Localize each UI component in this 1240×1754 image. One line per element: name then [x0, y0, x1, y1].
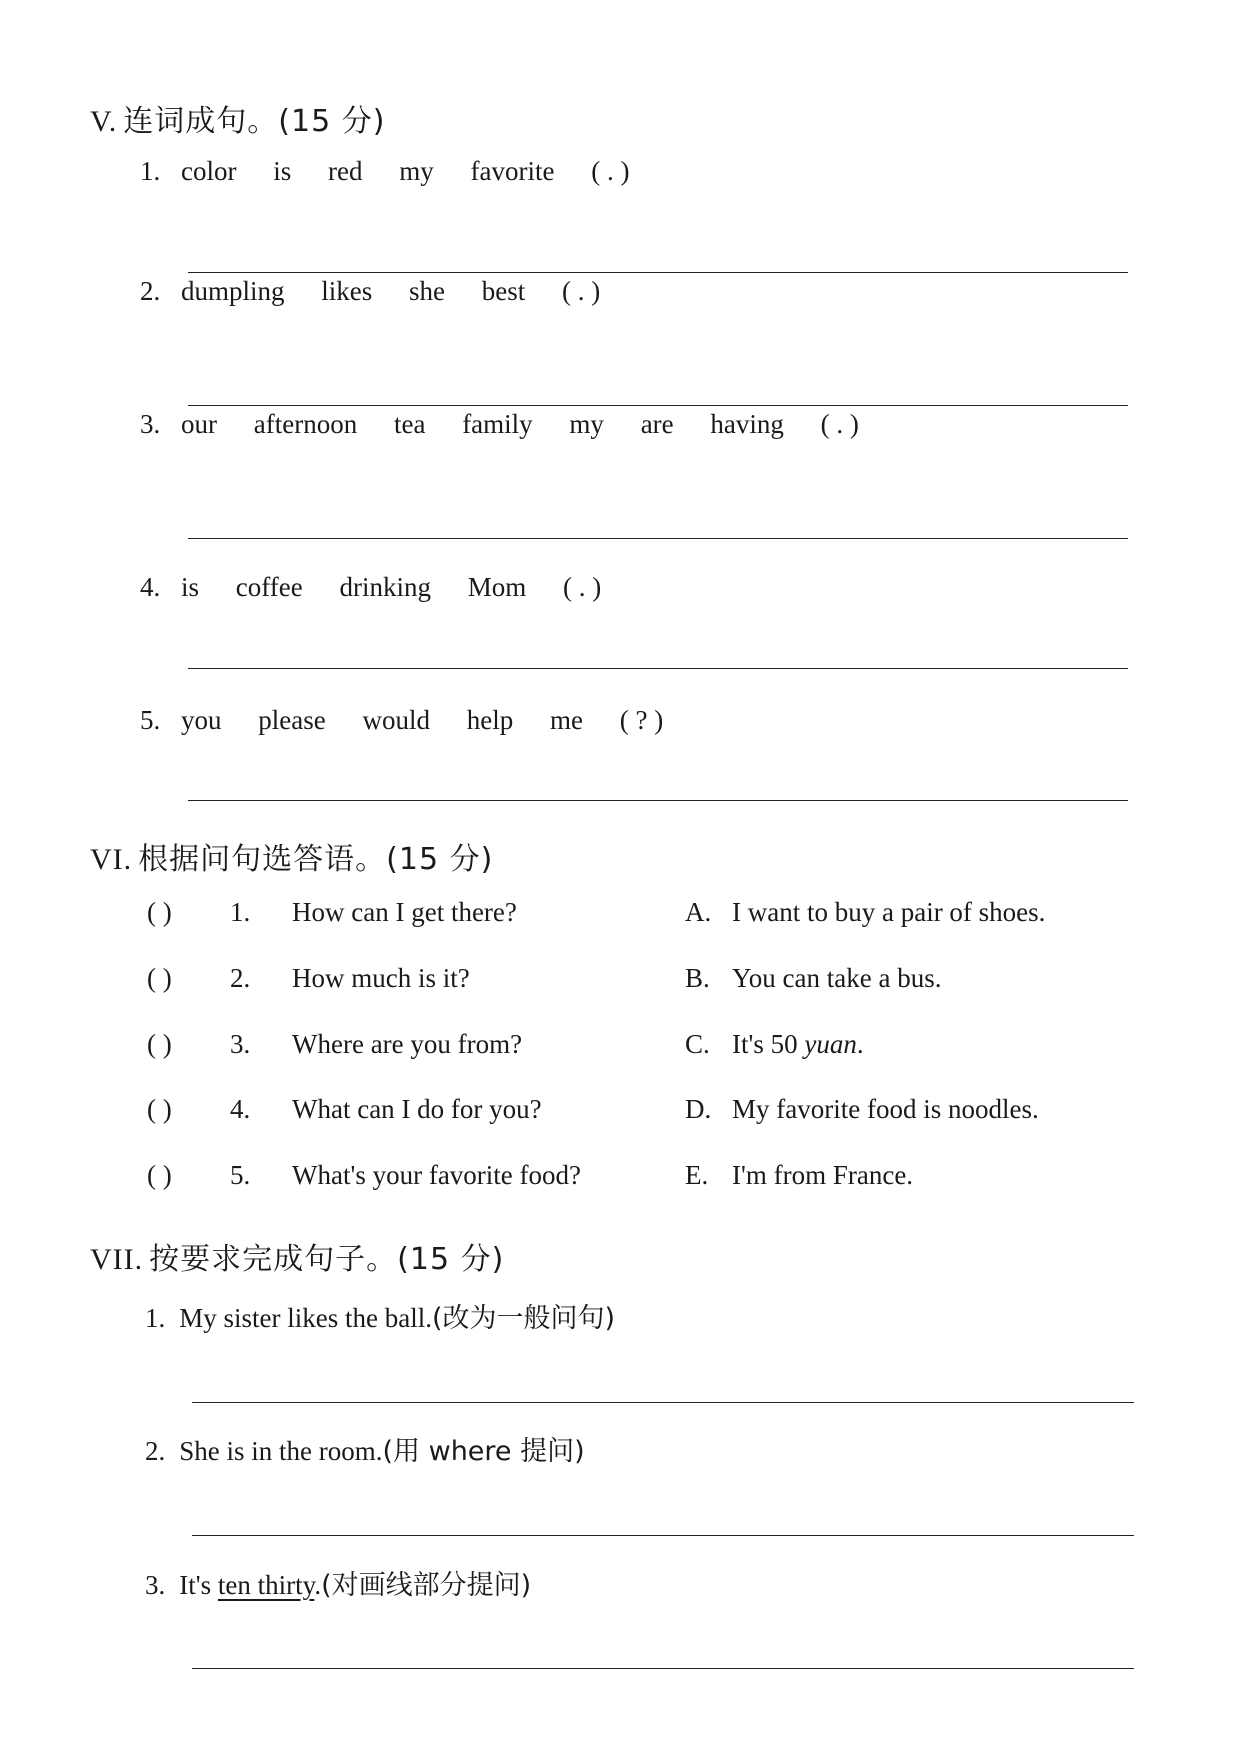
answer-line[interactable] [188, 800, 1128, 801]
answer-bracket[interactable]: ( ) [147, 1094, 172, 1124]
section-6-title: 根据问句选答语。(15 分) [138, 842, 494, 877]
section-5-numeral: V. [90, 105, 118, 138]
section-7-numeral: VII. [90, 1243, 144, 1276]
underlined-phrase: ten thirty [217, 1570, 315, 1600]
s5-question-1: 1. color is red my favorite ( . ) [140, 156, 630, 186]
section-6-numeral: VI. [90, 843, 133, 876]
s5-question-2: 2. dumpling likes she best ( . ) [140, 276, 601, 306]
section-7-title: 按要求完成句子。(15 分) [149, 1242, 505, 1277]
s7-question-1: 1. My sister likes the ball.(改为一般问句) [145, 1303, 616, 1334]
answer-line[interactable] [188, 668, 1128, 669]
s5-question-4: 4. is coffee drinking Mom ( . ) [140, 572, 602, 602]
section-5-heading [90, 96, 385, 140]
answer-line[interactable] [192, 1535, 1134, 1536]
answer-bracket[interactable]: ( ) [147, 1160, 172, 1190]
answer-bracket[interactable]: ( ) [147, 963, 172, 993]
s5-question-5: 5. you please would help me ( ? ) [140, 705, 664, 735]
s7-question-2: 2. She is in the room.(用 where 提问) [145, 1436, 585, 1467]
match-row: ( ) 2. How much is it? B. You can take a bus. [147, 963, 942, 993]
answer-line[interactable] [188, 538, 1128, 539]
answer-line[interactable] [188, 405, 1128, 406]
answer-bracket[interactable]: ( ) [147, 1029, 172, 1059]
match-row: ( ) 4. What can I do for you? D. My favorite food is noodles. [147, 1094, 1039, 1124]
s5-question-3: 3. our afternoon tea family my are having ( . ) [140, 409, 859, 439]
section-6-heading [90, 834, 493, 878]
section-5-title: 连词成句。(15 分) [123, 104, 386, 139]
answer-line[interactable] [192, 1668, 1134, 1669]
answer-line[interactable] [188, 272, 1128, 273]
answer-line[interactable] [192, 1402, 1134, 1403]
section-7-heading [90, 1234, 504, 1278]
match-row: ( ) 1. How can I get there? A. I want to buy a pair of shoes. [147, 897, 1046, 927]
answer-bracket[interactable]: ( ) [147, 897, 172, 927]
match-row: ( ) 3. Where are you from? C. It's 50 yuan. [147, 1029, 864, 1059]
s7-question-3: 3. It's ten thirty.(对画线部分提问) [145, 1570, 532, 1601]
match-row: ( ) 5. What's your favorite food? E. I'm from France. [147, 1160, 914, 1190]
